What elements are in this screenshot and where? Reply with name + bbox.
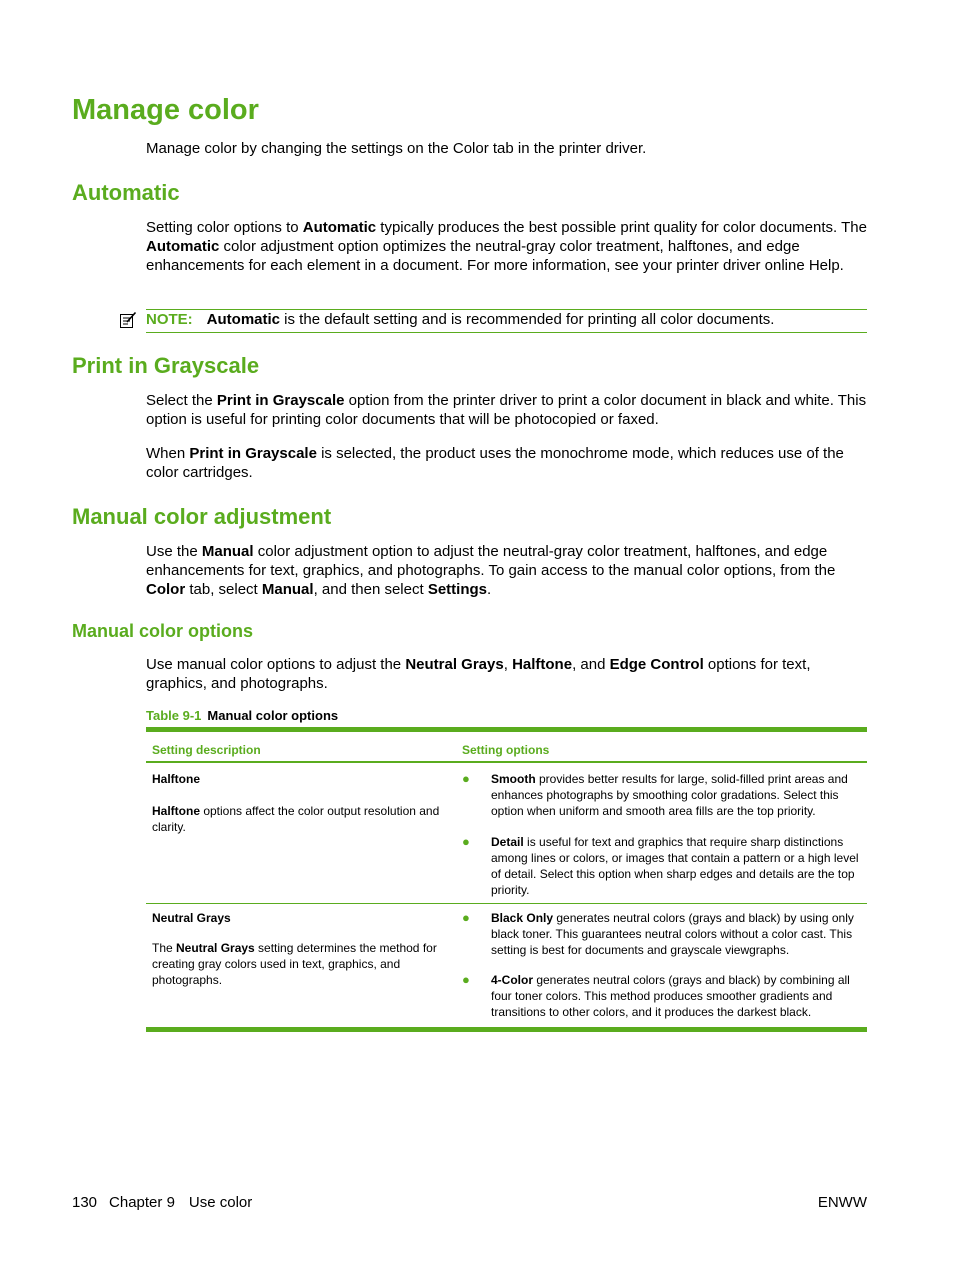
- grayscale-paragraph-2: When Print in Grayscale is selected, the product uses the monochrome mode, which reduces use of the color cartridges.: [146, 445, 844, 481]
- footer-left: [72, 1193, 252, 1212]
- list-item: ● Black Only generates neutral colors (grays and black) by using only black toner. This guarantees neutral colors without a color cast. This setting is best for documents and grayscale viewgraphs.: [462, 910, 854, 957]
- column-header-description: Setting description: [152, 743, 261, 757]
- section-heading-manual: Manual color adjustment: [72, 504, 332, 529]
- options-paragraph: Use manual color options to adjust the Neutral Grays, Halftone, and Edge Control options for text, graphics, and photographs.: [146, 656, 811, 692]
- table-row: Halftone Halftone options affect the color output resolution and clarity. ● Smooth provides better results for large, solid-filled print areas and enhances photographs by smoothing color gradations. Select this option when uniform and smooth area fills are the top priority. ● Detail is useful for text and graphics that require sharp distinctions among lines or colors, or images that contain a pattern or a high level of detail. Select this option when sharp edges and details are the top priority.: [146, 763, 867, 903]
- column-header-options: Setting options: [462, 743, 550, 757]
- page-title: Manage color: [72, 94, 259, 126]
- list-item: ● Smooth provides better results for large, solid-filled print areas and enhances photographs by smoothing color gradations. Select this option when uniform and smooth area fills are the top priority.: [462, 771, 848, 818]
- subsection-heading-options: Manual color options: [72, 621, 254, 641]
- footer-chapter-title: Use color: [188, 1194, 253, 1211]
- list-item: ● 4-Color generates neutral colors (grays and black) by combining all four toner colors. This method produces smoother gradients and transitions to other colors, and it produces the darkest black.: [462, 972, 850, 1019]
- section-heading-grayscale: Print in Grayscale: [72, 353, 260, 378]
- manual-paragraph: Use the Manual color adjustment option to adjust the neutral-gray color treatment, halftones, and edge enhancements for text, graphics, and photographs. To gain access to the manual color options, from the Color tab, select Manual, and then select Settings.: [146, 543, 836, 598]
- automatic-paragraph: Setting color options to Automatic typically produces the best possible print quality for color documents. The Automatic color adjustment option optimizes the neutral-gray color treatment, halftones, and edge enhancements for each element in a document. For more information, see your printer driver online Help.: [146, 219, 867, 274]
- note-label: NOTE:: [146, 311, 193, 328]
- table-row: Neutral Grays The Neutral Grays setting determines the method for creating gray colors used in text, graphics, and photographs. ● Black Only generates neutral colors (grays and black) by using only black toner. This guarantees neutral colors without a color cast. This setting is best for documents and grayscale viewgraphs. ● 4-Color generates neutral colors (grays and black) by combining all four toner colors. This method produces smoother gradients and transitions to other colors, and it produces the darkest black.: [146, 904, 867, 1027]
- table-header-row: [146, 732, 867, 761]
- intro-paragraph: Manage color by changing the settings on the Color tab in the printer driver.: [146, 140, 647, 157]
- page-number: 130: [72, 1194, 98, 1211]
- grayscale-paragraph-1: Select the Print in Grayscale option from the printer driver to print a color document in black and white. This option is useful for printing color documents that will be photocopied or faxed.: [146, 392, 867, 428]
- note-icon: [119, 311, 137, 329]
- manual-color-options-table: [146, 727, 867, 1032]
- footer-chapter: Chapter 9: [109, 1194, 175, 1211]
- list-item: ● Detail is useful for text and graphics that require sharp distinctions among lines or colors, or images that contain a pattern or a high level of detail. Select this option when sharp edges and details are the top priority.: [462, 834, 859, 897]
- note-box: NOTE: Automatic is the default setting and is recommended for printing all color documents.: [146, 309, 867, 333]
- footer-right: ENWW: [817, 1194, 867, 1211]
- section-heading-automatic: Automatic: [72, 180, 180, 205]
- table-caption: Table 9-1 Manual color options: [146, 708, 339, 723]
